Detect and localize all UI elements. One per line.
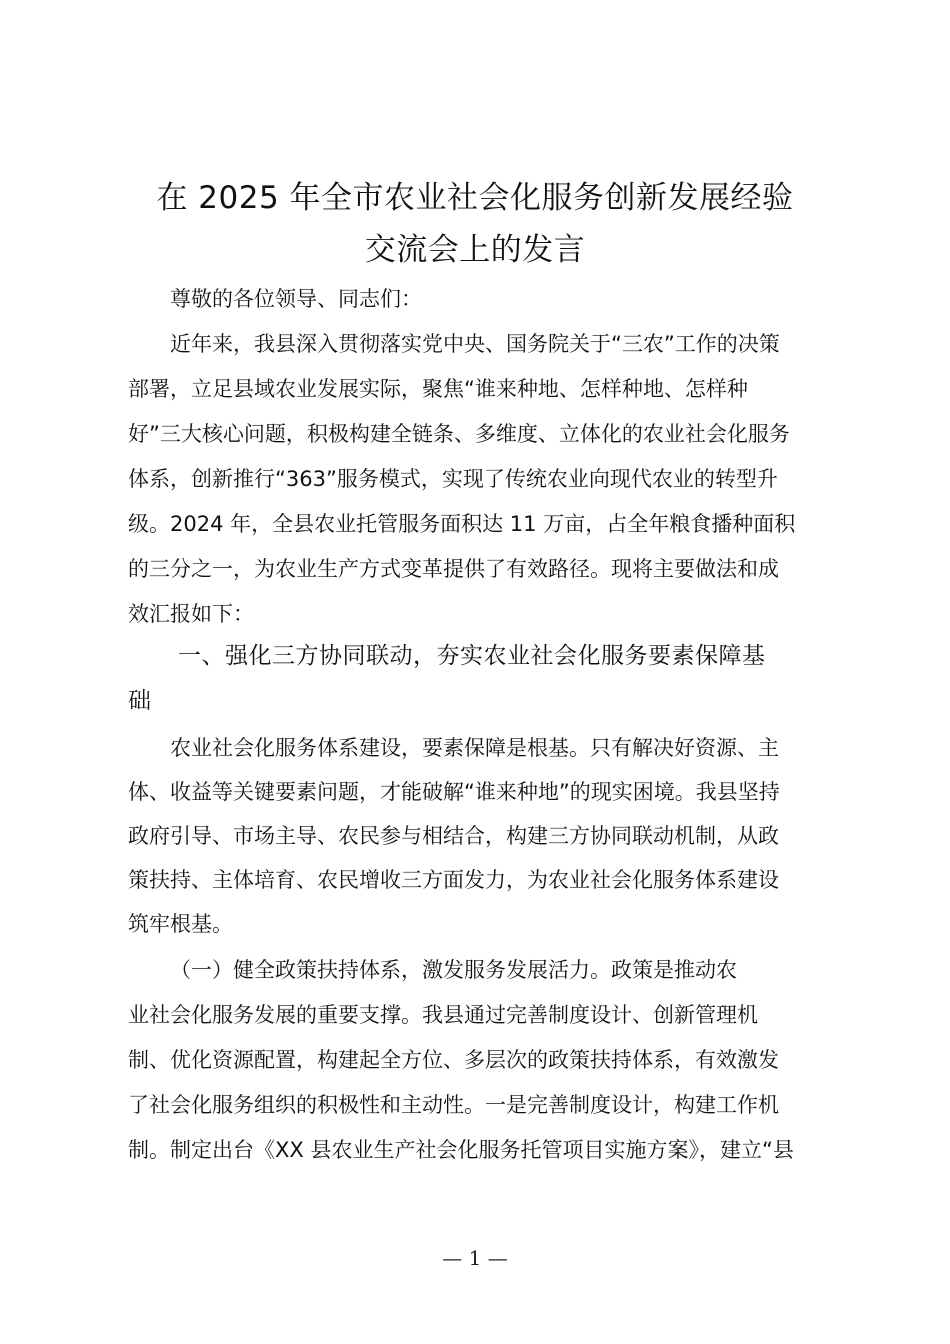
title-line-2: 交流会上的发言 bbox=[364, 232, 586, 268]
paragraph-line: 了社会化服务组织的积极性和主动性。一是完善制度设计，构建工作机 bbox=[128, 1093, 779, 1117]
paragraph-line: 制、优化资源配置，构建起全方位、多层次的政策扶持体系，有效激发 bbox=[128, 1048, 779, 1072]
page-number: — 1 — bbox=[442, 1246, 508, 1270]
paragraph-line: 体、收益等关键要素问题，才能破解“谁来种地”的现实困境。我县坚持 bbox=[128, 780, 780, 804]
paragraph-line: 的三分之一，为农业生产方式变革提供了有效路径。现将主要做法和成 bbox=[128, 557, 779, 581]
title-line-1: 在 2025 年全市农业社会化服务创新发展经验 bbox=[156, 180, 794, 216]
paragraph-line: 筑牢根基。 bbox=[128, 912, 233, 936]
subsection-line: （一）健全政策扶持体系，激发服务发展活力。政策是推动农 bbox=[170, 958, 737, 982]
paragraph-line: 好”三大核心问题，积极构建全链条、多维度、立体化的农业社会化服务 bbox=[128, 422, 790, 446]
paragraph-line: 级。2024 年，全县农业托管服务面积达 11 万亩，占全年粮食播种面积 bbox=[128, 512, 796, 536]
paragraph-line: 部署，立足县域农业发展实际，聚焦“谁来种地、怎样种地、怎样种 bbox=[128, 377, 748, 401]
paragraph-line: 近年来，我县深入贯彻落实党中央、国务院关于“三农”工作的决策 bbox=[170, 332, 780, 356]
paragraph-line: 效汇报如下： bbox=[128, 602, 254, 626]
section-heading-continued: 础 bbox=[128, 688, 152, 714]
salutation: 尊敬的各位领导、同志们： bbox=[170, 287, 422, 311]
document-title bbox=[100, 172, 850, 276]
paragraph-line: 制。制定出台《XX 县农业生产社会化服务托管项目实施方案》，建立“县 bbox=[128, 1138, 794, 1162]
paragraph-line: 体系，创新推行“363”服务模式，实现了传统农业向现代农业的转型升 bbox=[128, 467, 778, 491]
paragraph-line: 业社会化服务发展的重要支撑。我县通过完善制度设计、创新管理机 bbox=[128, 1003, 758, 1027]
section-heading: 一、强化三方协同联动，夯实农业社会化服务要素保障基 bbox=[178, 643, 766, 669]
paragraph-line: 策扶持、主体培育、农民增收三方面发力，为农业社会化服务体系建设 bbox=[128, 868, 779, 892]
paragraph-line: 农业社会化服务体系建设，要素保障是根基。只有解决好资源、主 bbox=[170, 736, 779, 760]
paragraph-line: 政府引导、市场主导、农民参与相结合，构建三方协同联动机制，从政 bbox=[128, 824, 779, 848]
